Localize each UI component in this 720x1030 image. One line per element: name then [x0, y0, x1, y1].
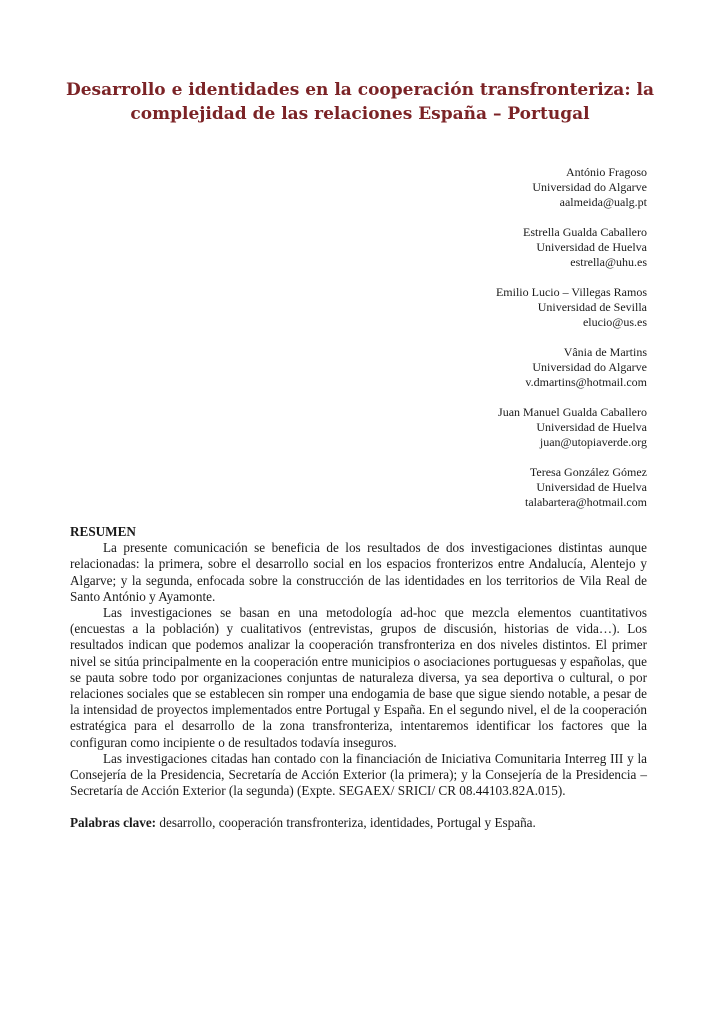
abstract-paragraph-2: Las investigaciones se basan en una metodología ad-hoc que mezcla elementos cuantitativos (encuestas a la población) y cualitativos (entrevistas, grupos de discusión, historias de vida…). Los resultados indican que podemos analizar la cooperación transfronteriza en dos niveles distintos. El primer nivel se sitúa principalmente en la cooperación entre municipios o asociaciones portuguesas y españolas, que se pauta sobre todo por organizaciones conjuntas de naturaleza diversa, ya sea deportiva o cultural, o por relaciones sociales que se establecen sin romper una endogamia de base que sigue siendo notable, a pesar de la intensidad de proyectos implementados entre Portugal y España. En el segundo nivel, el de la cooperación estratégica para el desarrollo de la zona transfronteriza, intentaremos identificar los factores que la configuran como incipiente o de resultados todavía inseguros. [70, 605, 647, 750]
author-affiliation: Universidad de Sevilla [537, 300, 647, 314]
author-email: aalmeida@ualg.pt [559, 195, 647, 209]
author-affiliation: Universidad de Huelva [536, 240, 647, 254]
author-email: juan@utopiaverde.org [539, 435, 647, 449]
author-email: v.dmartins@hotmail.com [525, 375, 647, 389]
title-line-1: Desarrollo e identidades en la cooperación transfronteriza: la [66, 80, 654, 100]
author-list [327, 165, 647, 525]
author-block [327, 405, 647, 450]
author-name: Estrella Gualda Caballero [523, 225, 647, 239]
abstract-paragraph-1: La presente comunicación se beneficia de los resultados de dos investigaciones distintas aunque relacionadas: la primera, sobre el desarrollo social en los espacios fronterizos entre Andalucía, Alentejo y Algarve; y la segunda, enfocada sobre la construcción de las identidades en los territorios de Vila Real de Santo António y Ayamonte. [70, 540, 647, 604]
author-name: Juan Manuel Gualda Caballero [498, 405, 647, 419]
author-email: elucio@us.es [582, 315, 647, 329]
author-affiliation: Universidad do Algarve [532, 360, 647, 374]
author-block [327, 165, 647, 210]
author-block [327, 225, 647, 270]
author-name: Teresa González Gómez [529, 465, 647, 479]
author-email: talabartera@hotmail.com [525, 495, 647, 509]
keywords-text: desarrollo, cooperación transfronteriza, identidades, Portugal y España. [156, 815, 536, 831]
abstract-paragraph-3: Las investigaciones citadas han contado con la financiación de Iniciativa Comunitaria Interreg III y la Consejería de la Presidencia, Secretaría de Acción Exterior (la primera); y la Consejería de la Presidencia – Secretaría de Acción Exterior (la segunda) (Expte. SEGAEX/ SRICI/ CR 08.44103.82A.015). [70, 750, 647, 799]
author-email: estrella@uhu.es [570, 255, 647, 269]
abstract-section [70, 524, 647, 832]
author-block [327, 285, 647, 330]
author-block [327, 465, 647, 510]
author-name: Vânia de Martins [563, 345, 647, 359]
author-affiliation: Universidad do Algarve [532, 180, 647, 194]
author-block [327, 345, 647, 390]
author-affiliation: Universidad de Huelva [536, 420, 647, 434]
author-name: António Fragoso [566, 165, 647, 179]
keywords-label: Palabras clave: [70, 815, 157, 831]
title-line-2: complejidad de las relaciones España – Portugal [130, 104, 590, 124]
paper-title [60, 78, 660, 126]
abstract-heading: RESUMEN [70, 524, 136, 539]
author-name: Emilio Lucio – Villegas Ramos [495, 285, 647, 299]
keywords-line [70, 815, 647, 831]
author-affiliation: Universidad de Huelva [536, 480, 647, 494]
